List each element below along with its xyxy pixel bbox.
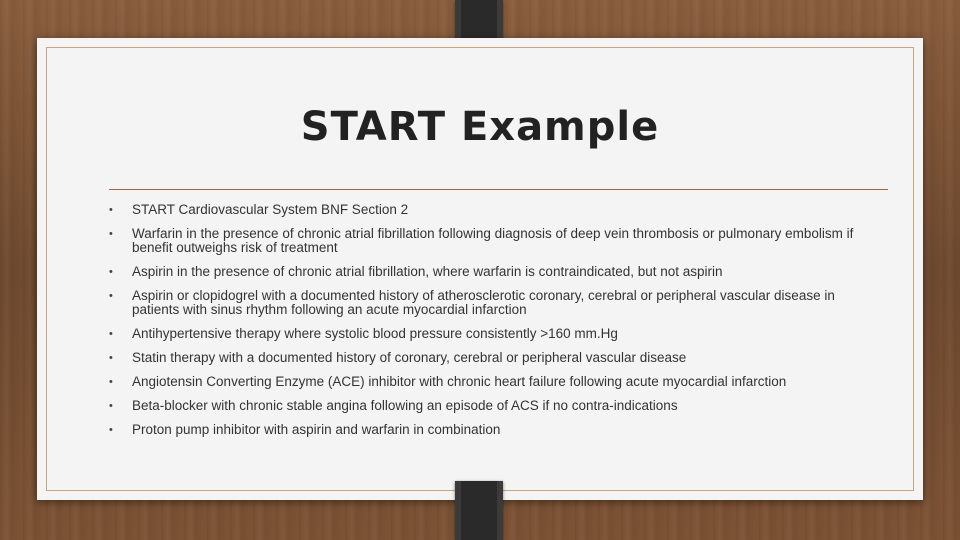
bullet-text: Aspirin in the presence of chronic atrial fibrillation, where warfarin is contraindicated, but not aspirin bbox=[132, 264, 723, 279]
bullet-dot-icon: • bbox=[109, 376, 113, 388]
title-divider bbox=[109, 189, 888, 190]
bullet-text: Proton pump inhibitor with aspirin and warfarin in combination bbox=[132, 422, 501, 437]
bullet-text: Statin therapy with a documented history of coronary, cerebral or peripheral vascular disease bbox=[132, 350, 687, 365]
bullet-dot-icon: • bbox=[109, 228, 113, 240]
bullet-item bbox=[109, 289, 859, 317]
bullet-item bbox=[109, 375, 859, 389]
bullet-dot-icon: • bbox=[109, 204, 113, 216]
bullet-item bbox=[109, 227, 859, 255]
bullet-item bbox=[109, 351, 859, 365]
bullet-dot-icon: • bbox=[109, 290, 113, 302]
bullet-dot-icon: • bbox=[109, 424, 113, 436]
bullet-dot-icon: • bbox=[109, 328, 113, 340]
bullet-text: Angiotensin Converting Enzyme (ACE) inhibitor with chronic heart failure following acute myocardial infarction bbox=[132, 374, 787, 389]
binder-clip-bottom bbox=[455, 481, 503, 540]
bullet-list bbox=[109, 203, 859, 447]
bullet-item bbox=[109, 423, 859, 437]
bullet-text: Beta-blocker with chronic stable angina following an episode of ACS if no contra-indications bbox=[132, 398, 678, 413]
bullet-text: START Cardiovascular System BNF Section 2 bbox=[132, 202, 409, 217]
bullet-text: Warfarin in the presence of chronic atrial fibrillation following diagnosis of deep vein thrombosis or pulmonary embolism if benefit outweighs risk of treatment bbox=[132, 226, 854, 255]
bullet-item bbox=[109, 327, 859, 341]
bullet-dot-icon: • bbox=[109, 352, 113, 364]
bullet-text: Antihypertensive therapy where systolic blood pressure consistently >160 mm.Hg bbox=[132, 326, 618, 341]
bullet-dot-icon: • bbox=[109, 266, 113, 278]
bullet-item bbox=[109, 399, 859, 413]
slide-paper bbox=[37, 38, 923, 500]
bullet-item bbox=[109, 203, 859, 217]
bullet-text: Aspirin or clopidogrel with a documented history of atherosclerotic coronary, cerebral or peripheral vascular disease in patients with sinus rhythm following an acute myocardial infarction bbox=[132, 288, 835, 317]
bullet-dot-icon: • bbox=[109, 400, 113, 412]
bullet-item bbox=[109, 265, 859, 279]
slide-title: START Example bbox=[300, 104, 660, 150]
